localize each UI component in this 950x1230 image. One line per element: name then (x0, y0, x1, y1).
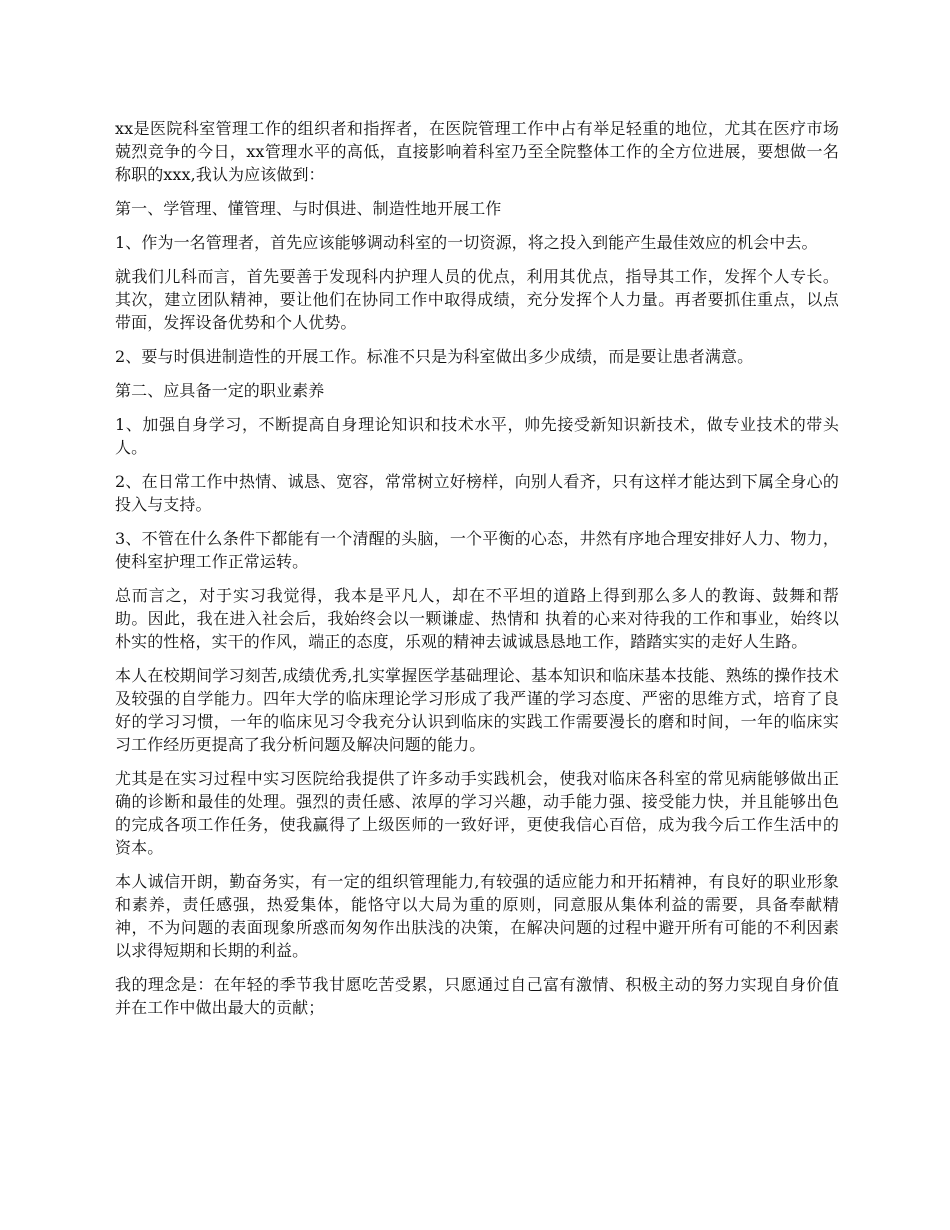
section-heading-2: 第二、应具备一定的职业素养 (115, 381, 325, 400)
body-paragraph: 尤其是在实习过程中实习医院给我提供了许多动手实践机会，使我对临床各科室的常见病能够做出正确的诊断和最佳的处理。强烈的责任感、浓厚的学习兴趣，动手能力强、接受能力快，并且能够出色的完成各项工作任务，使我赢得了上级医师的一致好评，更使我信心百倍，成为我今后工作生活中的资本。 (115, 769, 839, 857)
list-item: 2、在日常工作中热情、诚恳、宽容，常常树立好榜样，向别人看齐，只有这样才能达到下属全身心的投入与支持。 (115, 472, 839, 514)
summary-paragraph: 总而言之，对于实习我觉得，我本是平凡人，却在不平坦的道路上得到那么多人的教诲、鼓舞和帮助。因此，我在进入社会后，我始终会以一颗谦虚、热情和 执着的心来对待我的工作和事业，始终以朴实的性格，实干的作风，端正的态度，乐观的精神去诚诚恳恳地工作，踏踏实实的走好人生路。 (115, 586, 839, 651)
document-body (115, 117, 839, 1030)
closing-paragraph: 我的理念是：在年轻的季节我甘愿吃苦受累，只愿通过自己富有激情、积极主动的努力实现自身价值并在工作中做出最大的贡献； (115, 975, 839, 1017)
body-paragraph: 就我们儿科而言，首先要善于发现科内护理人员的优点，利用其优点，指导其工作，发挥个人专长。其次，建立团队精神，要让他们在协同工作中取得成绩，充分发挥个人力量。再者要抓住重点，以点带面，发挥设备优势和个人优势。 (115, 267, 839, 332)
body-paragraph: 本人诚信开朗，勤奋务实，有一定的组织管理能力,有较强的适应能力和开拓精神，有良好的职业形象和素养，责任感强，热爱集体，能恪守以大局为重的原则，同意服从集体利益的需要，具备奉献精神，不为问题的表面现象所惑而匆匆作出肤浅的决策，在解决问题的过程中避开所有可能的不利因素以求得短期和长期的利益。 (115, 872, 839, 960)
list-item: 2、要与时俱进制造性的开展工作。标准不只是为科室做出多少成绩，而是要让患者满意。 (115, 347, 754, 366)
list-item: 1、加强自身学习，不断提高自身理论知识和技术水平，帅先接受新知识新技术，做专业技术的带头人。 (115, 415, 839, 457)
list-item: 1、作为一名管理者，首先应该能够调动科室的一切资源，将之投入到能产生最佳效应的机会中去。 (115, 233, 818, 252)
body-paragraph: 本人在校期间学习刻苦,成绩优秀,扎实掌握医学基础理论、基本知识和临床基本技能、熟练的操作技术及较强的自学能力。四年大学的临床理论学习形成了我严谨的学习态度、严密的思维方式，培育了良好的学习习惯，一年的临床见习令我充分认识到临床的实践工作需要漫长的磨和时间，一年的临床实习工作经历更提高了我分析问题及解决问题的能力。 (115, 666, 839, 754)
section-heading-1: 第一、学管理、懂管理、与时俱进、制造性地开展工作 (115, 199, 502, 218)
intro-paragraph: xx是医院科室管理工作的组织者和指挥者，在医院管理工作中占有举足轻重的地位，尤其在医疗市场兢烈竞争的今日，xx管理水平的高低，直接影响着科室乃至全院整体工作的全方位进展，要想做一名称职的xxx,我认为应该做到： (115, 119, 839, 184)
list-item: 3、不管在什么条件下都能有一个清醒的头脑，一个平衡的心态，井然有序地合理安排好人力、物力，使科室护理工作正常运转。 (115, 529, 839, 571)
